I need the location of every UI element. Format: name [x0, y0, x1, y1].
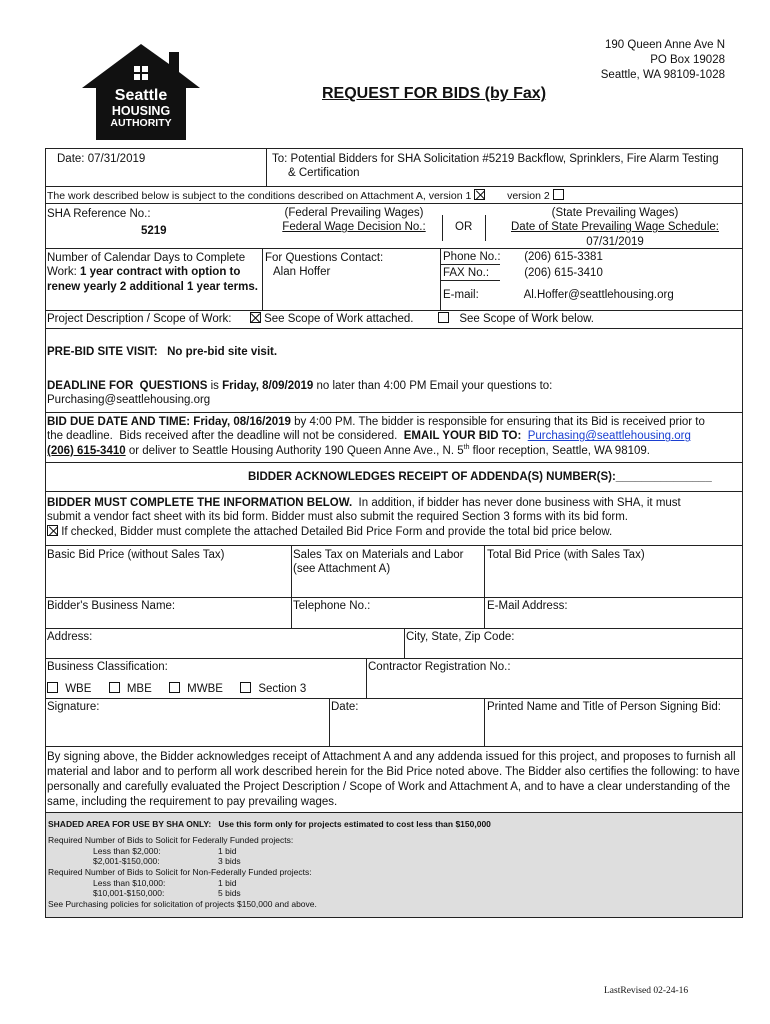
nonfed-bids-1: 1 bid	[218, 877, 237, 888]
address-field[interactable]: Address:	[47, 631, 93, 643]
business-classification-label: Business Classification:	[47, 661, 168, 673]
bid-due-date: BID DUE DATE AND TIME: Friday, 08/16/2019	[47, 416, 291, 428]
last-revised: LastRevised 02-24-16	[604, 986, 689, 996]
nonfed-range-2: $10,001-$150,000:	[93, 888, 165, 899]
bid-due-line-3b: floor reception, Seattle, WA 98109.	[469, 444, 650, 457]
deadline-rest: no later than 4:00 PM Email your questions to:	[313, 380, 553, 392]
questions-label: For Questions Contact:	[265, 252, 384, 264]
deadline-is: is	[207, 380, 223, 392]
fax-row	[443, 266, 603, 280]
mwbe-label: MWBE	[187, 683, 223, 695]
bid-due-line-2: the deadline. Bids received after the deadline will not be considered.	[47, 430, 404, 443]
date-value: 07/31/2019	[87, 153, 146, 165]
city-state-zip-field[interactable]: City, State, Zip Code:	[406, 631, 515, 643]
section-3-checkbox[interactable]	[240, 682, 251, 693]
or-label: OR	[455, 221, 473, 233]
federal-wages	[264, 206, 444, 235]
wbe-checkbox[interactable]	[47, 682, 58, 693]
questions-contact-field	[265, 251, 383, 280]
email-label: E-mail:	[443, 289, 479, 301]
version-1-checkbox[interactable]	[474, 189, 485, 200]
address-line-2: PO Box 19028	[650, 53, 725, 66]
questions-contact-name: Alan Hoffer	[273, 266, 331, 279]
deadline-questions	[47, 379, 741, 408]
deadline-date: Friday, 8/09/2019	[222, 380, 314, 392]
state-wage-schedule: Date of State Prevailing Wage Schedule:	[511, 221, 719, 234]
sha-reference-label: SHA Reference No.:	[47, 208, 151, 220]
calendar-days-label: Number of Calendar Days to Complete Work:	[47, 252, 246, 279]
email-value: Al.Hoffer@seattlehousing.org	[523, 289, 674, 301]
signature-field[interactable]: Signature:	[47, 701, 100, 713]
scope-label: Project Description / Scope of Work:	[47, 313, 232, 325]
wbe-label: WBE	[65, 683, 92, 695]
conditions-text: The work described below is subject to the conditions described on Attachment A, version 1	[47, 190, 472, 202]
to-line-2: & Certification	[288, 167, 360, 180]
fed-range-1: Less than $2,000:	[93, 845, 161, 856]
calendar-days-field	[47, 251, 263, 294]
fax-label: FAX No.:	[443, 267, 490, 279]
state-wage-date: 07/31/2019	[586, 235, 644, 248]
bid-due	[47, 415, 741, 458]
email-address-field[interactable]: E-Mail Address:	[487, 600, 568, 612]
sales-tax-field[interactable]: Sales Tax on Materials and Labor (see Attachment A)	[293, 549, 464, 576]
federal-bid-requirements	[48, 835, 317, 909]
sha-address	[601, 38, 725, 83]
version-2-checkbox[interactable]	[553, 189, 564, 200]
email-row	[443, 288, 674, 302]
prebid-site-visit: PRE-BID SITE VISIT: No pre-bid site visit.	[47, 346, 278, 358]
address-line-1: 190 Queen Anne Ave N	[605, 39, 725, 51]
address-line-3: Seattle, WA 98109-1028	[600, 68, 725, 81]
scope-below-checkbox[interactable]	[438, 312, 449, 323]
federal-wages-title: (Federal Prevailing Wages)	[284, 207, 424, 219]
purchasing-policies-note: See Purchasing policies for solicitation of projects $150,000 and above.	[48, 898, 317, 909]
fed-bids-1: 1 bid	[218, 845, 237, 856]
phone-label: Phone No.:	[443, 251, 501, 263]
mbe-checkbox[interactable]	[109, 682, 120, 693]
bid-due-line-3a: or deliver to Seattle Housing Authority 190 Queen Anne Ave., N. 5	[125, 444, 464, 457]
signing-acknowledgement: By signing above, the Bidder acknowledges receipt of Attachment A and any addenda issued for this project, and proposes to furnish all material and labor and to perform all work described herein for the Bid Price noted above. The Bidder also certifies the following: to have personally and carefully evaluated the Project Description / Scope of Work and Attachment A, and to have a clear understanding of the same, including the requirement to pay prevailing wages.	[47, 751, 740, 808]
complete-info-line-2: submit a vendor fact sheet with its bid form. Bidder must also submit the required Section 3 forms with its bid form.	[47, 511, 628, 524]
date-field	[57, 152, 145, 166]
nonfed-required-label: Required Number of Bids to Solicit for Non-Federally Funded projects:	[48, 866, 312, 877]
nonfed-bids-2: 5 bids	[218, 888, 241, 899]
logo-line-2: HOUSING	[111, 103, 171, 118]
business-name-field[interactable]: Bidder's Business Name:	[47, 600, 176, 612]
scope-attached-checkbox[interactable]	[250, 312, 261, 323]
fax-value: (206) 615-3410	[524, 267, 603, 279]
to-line-1: Potential Bidders for SHA Solicitation #5219 Backflow, Sprinklers, Fire Alarm Testing	[290, 153, 719, 165]
phone-value: (206) 615-3381	[524, 251, 603, 263]
mbe-label: MBE	[126, 683, 152, 695]
logo-line-1: Seattle	[114, 87, 168, 104]
bid-email-link[interactable]: Purchasing@seattlehousing.org	[527, 430, 691, 443]
detailed-bid-text: If checked, Bidder must complete the attached Detailed Bid Price Form and provide the total bid price below.	[61, 525, 613, 538]
floor-superscript: th	[463, 443, 470, 451]
federal-wage-decision: Federal Wage Decision No.:	[282, 221, 426, 234]
sha-logo	[80, 42, 202, 142]
signature-date-field[interactable]: Date:	[331, 701, 359, 713]
addenda-acknowledgement: BIDDER ACKNOWLEDGES RECEIPT OF ADDENDA(S) NUMBER(S):_______________	[248, 471, 712, 483]
complete-info-bold: BIDDER MUST COMPLETE THE INFORMATION BELOW.	[47, 497, 353, 509]
contractor-registration-field[interactable]: Contractor Registration No.:	[368, 661, 511, 673]
total-bid-price-field[interactable]: Total Bid Price (with Sales Tax)	[487, 549, 645, 561]
detailed-bid-checkbox[interactable]	[47, 525, 58, 536]
fed-range-2: $2,001-$150,000:	[93, 856, 160, 867]
to-field	[272, 152, 742, 181]
version-2-label: version 2	[507, 190, 550, 202]
shaded-area-title: SHADED AREA FOR USE BY SHA ONLY: Use this form only for projects estimated to cost less than $150,000	[48, 819, 491, 829]
scope-row	[47, 312, 594, 326]
sha-reference-value: 5219	[141, 225, 167, 237]
phone-row	[443, 250, 603, 264]
complete-info-rest: In addition, if bidder has never done business with SHA, it must	[352, 497, 681, 509]
classification-options	[47, 682, 306, 696]
nonfed-range-1: Less than $10,000:	[93, 877, 166, 888]
date-label: Date:	[57, 153, 85, 165]
logo-line-3: AUTHORITY	[110, 116, 172, 129]
scope-attached-label: See Scope of Work attached.	[264, 313, 414, 325]
state-wages-title: (State Prevailing Wages)	[551, 207, 679, 219]
to-label: To:	[272, 153, 288, 165]
scope-below-label: See Scope of Work below.	[459, 313, 594, 325]
deadline-label: DEADLINE FOR QUESTIONS	[47, 380, 208, 392]
section-3-label: Section 3	[258, 683, 307, 695]
federal-required-label: Required Number of Bids to Solicit for Federally Funded projects:	[48, 835, 294, 845]
email-bid-label: EMAIL YOUR BID TO:	[403, 430, 522, 443]
conditions-row	[47, 189, 564, 203]
state-wages	[495, 206, 735, 249]
bid-due-rest: by 4:00 PM. The bidder is responsible for ensuring that its Bid is received prior to	[290, 416, 705, 428]
deadline-email: Purchasing@seattlehousing.org	[47, 394, 211, 407]
page-title: REQUEST FOR BIDS (by Fax)	[322, 85, 547, 102]
telephone-field[interactable]: Telephone No.:	[293, 600, 371, 612]
printed-name-field[interactable]: Printed Name and Title of Person Signing Bid:	[487, 701, 721, 713]
basic-bid-price-field[interactable]: Basic Bid Price (without Sales Tax)	[47, 549, 225, 561]
bid-fax-number: (206) 615-3410	[47, 444, 126, 457]
calendar-days-value: 1 year contract with option to renew yearly 2 additional 1 year terms.	[47, 266, 258, 293]
complete-info	[47, 496, 741, 539]
fed-bids-2: 3 bids	[218, 856, 241, 867]
mwbe-checkbox[interactable]	[169, 682, 180, 693]
